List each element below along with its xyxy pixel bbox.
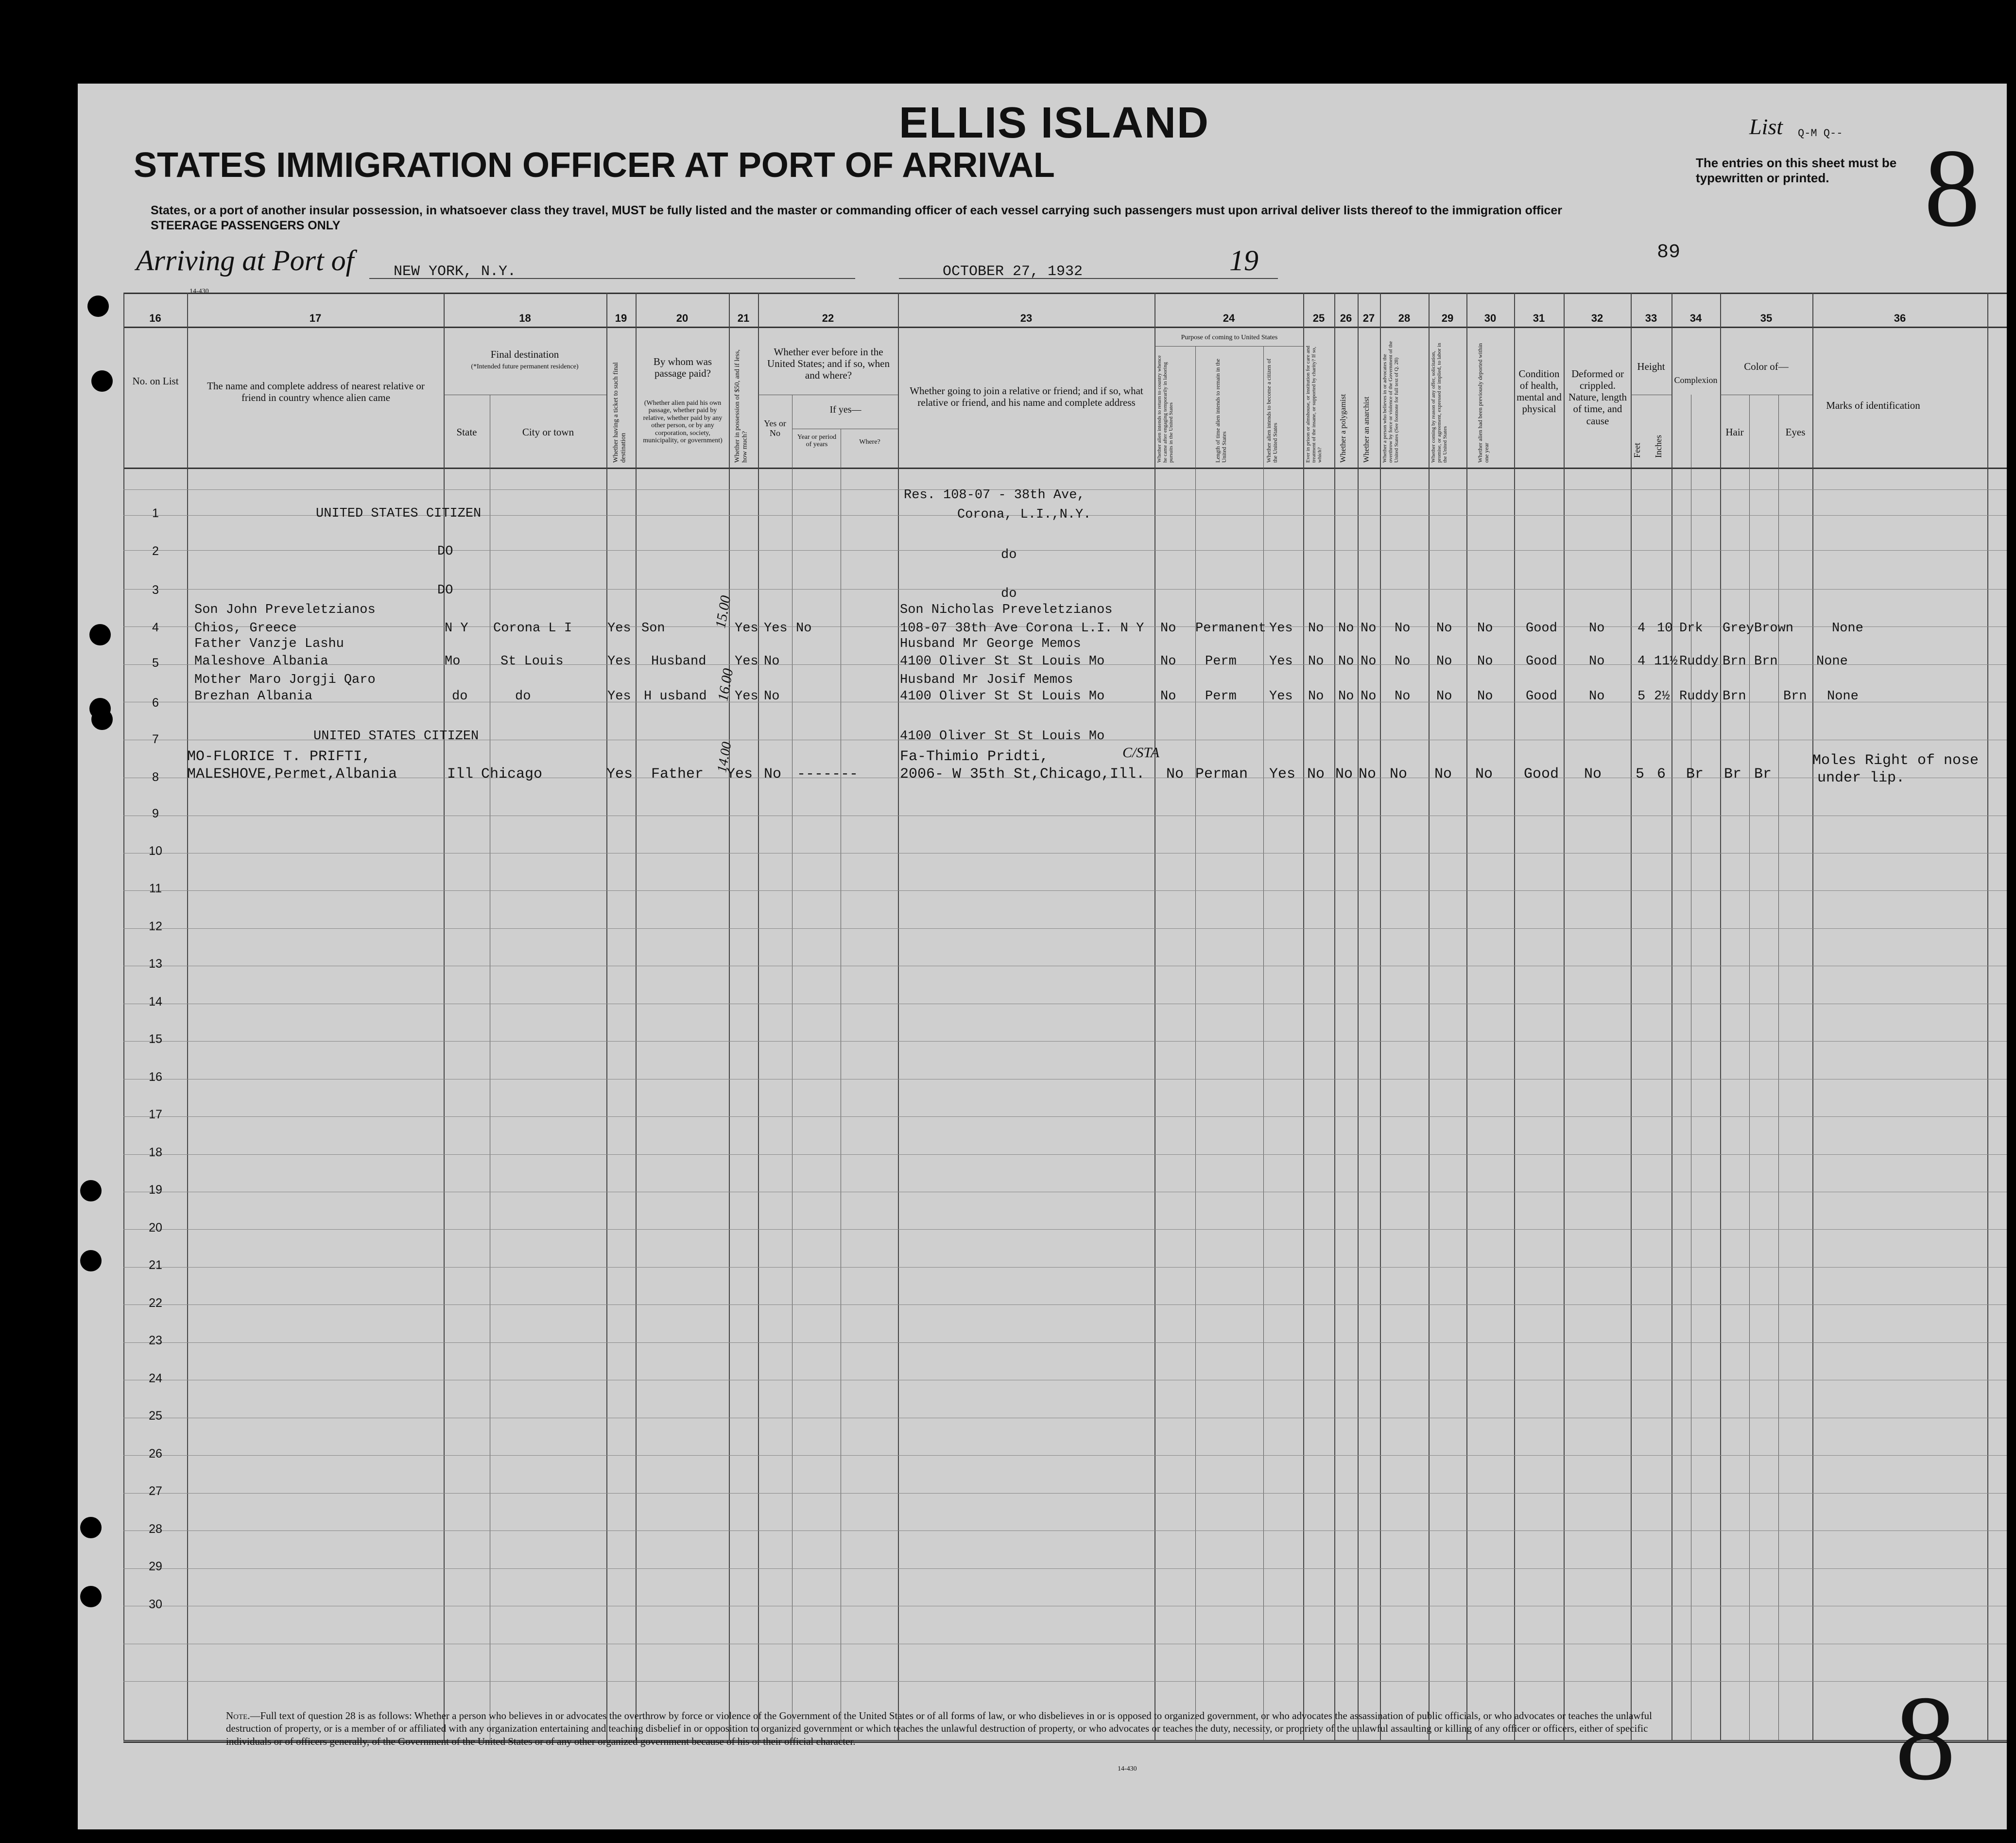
row3-join-ditto: do (1001, 587, 1017, 601)
row6-paid-by: H usband (644, 689, 707, 704)
row4-health: Good (1526, 621, 1557, 636)
col-num-28: 28 (1398, 312, 1411, 324)
header-final-destination-sub: (*Intended future permanent residence) (471, 363, 579, 370)
header-city: City or town (522, 426, 574, 438)
col-num-29: 29 (1441, 312, 1454, 324)
header-state: State (456, 426, 477, 438)
header-feet: Feet (1632, 443, 1642, 458)
stamp-annotation: C/STA (1122, 745, 1160, 761)
row5-length: Perm (1205, 654, 1237, 669)
col-num-26: 26 (1340, 312, 1352, 324)
col-num-32: 32 (1591, 312, 1603, 324)
row5-paid-by: Husband (651, 654, 706, 669)
row8-paid-by: Father (651, 766, 704, 782)
manifest-sheet (78, 84, 2007, 1829)
row-number: 10 (149, 844, 162, 858)
footnote-text: —Full text of question 28 is as follows: Whether a person who believes in or advocates the overthrow by force or violence of the Government of the United States or of all forms of law, or who disbelieves in or is opposed to organized government, or who advocates the assassination of public officials, or who advocates or teaches the unlawful destruction of property, or is a member of or affiliated with any organization entertaining and teaching disbelief in or opposition to organized government or which teaches the unlawful destruction of property, or who advocates or teaches the duty, necessity, or propriety of the unlawful assaulting or killing of any officer or officers, either of specific individuals or of officers generally, of the Government of the United States or of any other organized government because of his or their official character. (226, 1710, 1652, 1747)
row8-citizen: Yes (1269, 766, 1296, 782)
header-hair: Hair (1725, 426, 1744, 438)
row4-feet: 4 (1637, 621, 1646, 636)
row4-money: 15.00 (712, 594, 734, 630)
row6-join-name: Husband Mr Josif Memos (900, 673, 1073, 687)
binder-hole (91, 370, 113, 392)
row7-join-address: 4100 Oliver St St Louis Mo (900, 729, 1105, 744)
row6-q28: No (1395, 689, 1411, 704)
col-num-20: 20 (676, 312, 689, 324)
row5-health: Good (1526, 654, 1557, 669)
row8-money: 14.00 (714, 741, 735, 774)
header-purpose: Purpose of coming to United States (1181, 334, 1278, 341)
header-inches: Inches (1654, 435, 1663, 458)
footnote-label: Note. (226, 1710, 250, 1721)
row-number: 11 (149, 882, 162, 895)
row6-money-yes: Yes (735, 689, 758, 704)
row8-relative-address: MALESHOVE,Permet,Albania (187, 766, 397, 782)
header-before-yesno: Yes or No (764, 418, 786, 438)
row8-join-name: Fa-Thimio Pridti, (900, 748, 1049, 765)
row6-deported: No (1477, 689, 1493, 704)
row8-ticket: Yes (606, 766, 633, 782)
row6-city: do (515, 689, 531, 704)
row-number: 19 (149, 1183, 162, 1197)
header-final-destination: Final destination (490, 348, 559, 360)
row-number: 9 (152, 807, 159, 820)
header-polygamist: Whether a polygamist (1339, 394, 1347, 463)
row6-ticket: Yes (607, 689, 631, 704)
row-number: 5 (152, 656, 159, 670)
row8-offer: No (1434, 766, 1452, 782)
row7-citizen-note: UNITED STATES CITIZEN (313, 729, 479, 744)
row8-deformed: No (1584, 766, 1602, 782)
row-number: 22 (149, 1296, 162, 1310)
row8-marks: Moles Right of nose (1812, 752, 1979, 769)
row4-paid-by: Son (641, 621, 665, 636)
row4-join-address: 108-07 38th Ave Corona L.I. N Y (900, 621, 1144, 636)
row4-citizen: Yes (1269, 621, 1293, 636)
row5-feet: 4 (1637, 654, 1646, 669)
row8-complexion: Br (1686, 766, 1704, 782)
col-num-22: 22 (822, 312, 834, 324)
list-label: List (1749, 114, 1783, 139)
row4-relative-address: Chios, Greece (194, 621, 297, 636)
row-number: 21 (149, 1258, 162, 1272)
row5-ticket: Yes (607, 654, 631, 669)
row4-offer: No (1436, 621, 1452, 636)
steerage-label: STEERAGE PASSENGERS ONLY (151, 219, 341, 232)
year-prefix: 19 (1229, 244, 1258, 277)
row-number: 25 (149, 1409, 162, 1423)
row6-citizen: Yes (1269, 689, 1293, 704)
row6-deformed: No (1589, 689, 1605, 704)
row8-join-address: 2006- W 35th St,Chicago,Ill. (900, 766, 1145, 782)
col-num-19: 19 (615, 312, 627, 324)
row6-health: Good (1526, 689, 1557, 704)
row4-relative-name: Son John Preveletzianos (194, 603, 376, 617)
row8-anarchist: No (1359, 766, 1377, 782)
row8-before-where: ------- (797, 766, 859, 782)
row5-citizen: Yes (1269, 654, 1293, 669)
row5-before-yesno: No (764, 654, 780, 669)
header-purpose-return: Whether alien intends to return to country whence he came after engaging temporarily in laboring pursuits in the United States (1156, 355, 1174, 463)
row8-return: No (1166, 766, 1184, 782)
row5-deported: No (1477, 654, 1493, 669)
row5-anarchist: No (1361, 654, 1377, 669)
col-num-18: 18 (519, 312, 531, 324)
row4-city: Corona L I (493, 621, 572, 636)
binder-hole (91, 709, 113, 730)
arriving-label: Arriving at Port of (136, 244, 354, 277)
col-num-21: 21 (737, 312, 750, 324)
footnote-form-code: 14-430 (1118, 1765, 1137, 1773)
row-number: 26 (149, 1447, 162, 1460)
header-deported: Whether alien had been previously deported within one year (1477, 343, 1490, 463)
row6-prison: No (1308, 689, 1324, 704)
row5-hair: Brn (1723, 654, 1746, 669)
row5-prison: No (1308, 654, 1324, 669)
row8-city: Chicago (481, 766, 543, 782)
header-offer: Whether coming by reason of any offer, solicitation, promise, or agreement, expressed or implied, to labor in the United States (1430, 343, 1448, 463)
header-color-of: Color of— (1744, 361, 1789, 372)
row8-prison: No (1307, 766, 1325, 782)
binder-hole (80, 1586, 102, 1607)
date-value: OCTOBER 27, 1932 (943, 263, 1083, 280)
header-period: Year or period of years (797, 434, 837, 449)
preamble-text: States, or a port of another insular possession, in whatsoever class they travel, MUST be fully listed and the master or commanding officer of each vessel carrying such passengers must upon arrival deliver lists thereof to the immigration officer (151, 204, 1562, 217)
row5-join-address: 4100 Oliver St St Louis Mo (900, 654, 1105, 669)
row4-inches: 10 (1657, 621, 1673, 636)
header-ever-before: Whether ever before in the United States; and if so, when and where? (767, 346, 890, 382)
header-anarchist: Whether an anarchist (1362, 397, 1371, 463)
header-passage-paid: By whom was passage paid? (653, 356, 712, 380)
row4-ticket: Yes (607, 621, 631, 636)
header-purpose-length: Length of time alien intends to remain in the United States (1214, 359, 1228, 463)
binder-hole (87, 296, 109, 317)
row1-residence: Res. 108-07 - 38th Ave, (904, 488, 1085, 503)
row5-relative-address: Maleshove Albania (194, 654, 328, 669)
row8-state: Ill (447, 766, 474, 782)
binder-hole (80, 1250, 102, 1271)
row-number: 17 (149, 1108, 162, 1121)
col-num-25: 25 (1312, 312, 1325, 324)
row6-hair: Brn (1723, 689, 1746, 704)
row5-polygamist: No (1338, 654, 1354, 669)
row6-marks: None (1827, 689, 1859, 704)
port-value: NEW YORK, N.Y. (394, 263, 517, 280)
row-number: 12 (149, 920, 162, 933)
row-number: 14 (149, 995, 162, 1008)
header-money: Whether in possession of $50, and if less, how much? (734, 349, 749, 463)
header-rule (123, 327, 2007, 328)
header-if-yes: If yes— (829, 404, 862, 415)
binder-hole (80, 1517, 102, 1538)
row4-before-yesno: Yes (764, 621, 788, 636)
form-title: STATES IMMIGRATION OFFICER AT PORT OF ARRIVAL (134, 146, 1055, 185)
row5-money-yes: Yes (735, 654, 758, 669)
row8-health: Good (1524, 766, 1559, 782)
header-where: Where? (859, 438, 880, 446)
col-num-24: 24 (1223, 312, 1235, 324)
col-num-31: 31 (1533, 312, 1545, 324)
row6-offer: No (1436, 689, 1452, 704)
row4-q28: No (1395, 621, 1411, 636)
row-number: 16 (149, 1070, 162, 1084)
header-health: Condition of health, mental and physical (1516, 368, 1562, 415)
col-num-33: 33 (1645, 312, 1657, 324)
row4-marks: None (1832, 621, 1863, 636)
row6-money: 16.00 (715, 667, 737, 703)
header-height: Height (1637, 361, 1665, 372)
sheet-number: 8 (1924, 126, 1980, 250)
header-nearest-relative: The name and complete address of nearest relative or friend in country whence alien came (207, 380, 425, 404)
row4-polygamist: No (1338, 621, 1354, 636)
row5-relative-name: Father Vanzje Lashu (194, 637, 344, 651)
page-reference: 89 (1657, 242, 1681, 263)
row4-hair: Grey (1723, 621, 1754, 636)
col-num-35: 35 (1760, 312, 1773, 324)
row5-eyes: Brn (1754, 654, 1778, 669)
port-line (369, 278, 855, 279)
col-num-30: 30 (1484, 312, 1497, 324)
row3-ditto: DO (437, 583, 453, 598)
row4-return: No (1160, 621, 1176, 636)
col-num-34: 34 (1689, 312, 1702, 324)
header-prison: Ever in prison or almshouse, or institution for care and treatment of the insane, or supported by charity? If so, which? (1305, 346, 1323, 463)
header-purpose-citizen: Whether alien intends to become a citizen of the United States (1265, 358, 1279, 463)
row8-q28: No (1390, 766, 1408, 782)
form-code: 14-430 (190, 288, 209, 295)
row-number: 28 (149, 1522, 162, 1536)
header-passage-paid-sub: (Whether alien paid his own passage, whether paid by relative, whether paid by any other person, or by any corporation, society, municipality, or government) (643, 400, 723, 444)
row5-state: Mo (445, 654, 461, 669)
row1-citizen-note: UNITED STATES CITIZEN (316, 506, 482, 521)
list-mark: Q-M Q-- (1798, 127, 1843, 139)
row-number: 3 (152, 583, 159, 597)
row-number: 6 (152, 696, 159, 710)
row6-join-address: 4100 Oliver St St Louis Mo (900, 689, 1105, 704)
row6-length: Perm (1205, 689, 1237, 704)
col-num-16: 16 (149, 312, 161, 324)
row8-eyes: Br (1754, 766, 1772, 782)
row-number: 1 (152, 506, 159, 520)
row8-deported: No (1475, 766, 1493, 782)
row4-join-name: Son Nicholas Preveletzianos (900, 603, 1113, 617)
row-number: 13 (149, 957, 162, 971)
row5-complexion: Ruddy (1679, 654, 1719, 669)
row-number: 20 (149, 1221, 162, 1234)
header-q28: Whether a person who believes in or advocates the overthrow by force or violence of the Government of the United States (See footnote for full text of Q. 28) (1382, 341, 1400, 463)
row6-inches: 2½ (1654, 689, 1670, 704)
row4-deported: No (1477, 621, 1493, 636)
header-deformed: Deformed or crippled. Nature, length of time, and cause (1568, 368, 1627, 427)
row6-state: do (452, 689, 468, 704)
row-number: 24 (149, 1372, 162, 1385)
row8-length: Perman (1195, 766, 1248, 782)
row-number: 27 (149, 1484, 162, 1498)
row5-offer: No (1436, 654, 1452, 669)
col-num-36: 36 (1894, 312, 1906, 324)
header-no-on-list: No. on List (132, 375, 179, 387)
row4-money-yes: Yes (735, 621, 758, 636)
header-eyes: Eyes (1785, 426, 1806, 438)
row4-before-where: No (796, 621, 812, 636)
header-marks: Marks of identification (1826, 400, 1920, 411)
binder-hole (80, 1180, 102, 1201)
row5-marks: None (1816, 654, 1848, 669)
header-complexion: Complexion (1674, 375, 1718, 385)
row8-before-yesno: No (764, 766, 782, 782)
col-num-27: 27 (1362, 312, 1375, 324)
row5-inches: 11½ (1654, 654, 1678, 669)
row-number: 15 (149, 1032, 162, 1046)
binder-hole (89, 624, 111, 645)
header-join-relative: Whether going to join a relative or friend; and if so, what relative or friend, and his name and complete address (910, 385, 1143, 409)
row4-state: N Y (445, 621, 468, 636)
ellis-island-stamp: ELLIS ISLAND (899, 99, 1210, 147)
row4-deformed: No (1589, 621, 1605, 636)
row-number: 23 (149, 1334, 162, 1347)
row4-eyes: Brown (1754, 621, 1794, 636)
row1-residence-city: Corona, L.I.,N.Y. (957, 507, 1091, 522)
row-number: 18 (149, 1146, 162, 1159)
col-num-17: 17 (309, 312, 322, 324)
row5-q28: No (1395, 654, 1411, 669)
row5-return: No (1160, 654, 1176, 669)
row6-complexion: Ruddy (1679, 689, 1719, 704)
header-ticket: Whether having a ticket to such final destination (612, 362, 627, 463)
row8-money-yes: Yes (726, 766, 753, 782)
row8-feet: 5 (1636, 766, 1645, 782)
row2-join-ditto: do (1001, 548, 1017, 562)
row8-polygamist: No (1335, 766, 1353, 782)
row5-deformed: No (1589, 654, 1605, 669)
row6-eyes: Brn (1783, 689, 1807, 704)
row8-marks-cont: under lip. (1817, 770, 1905, 786)
row6-feet: 5 (1637, 689, 1646, 704)
row8-inches: 6 (1657, 766, 1666, 782)
row-number: 29 (149, 1560, 162, 1573)
row8-relative-name: MO-FLORICE T. PRIFTI, (187, 748, 371, 765)
col-num-23: 23 (1020, 312, 1033, 324)
row6-before-yesno: No (764, 689, 780, 704)
large-sheet-number: 8 (1895, 1671, 1956, 1806)
row6-anarchist: No (1361, 689, 1377, 704)
date-line (899, 278, 1278, 279)
row4-length: Permanent (1195, 621, 1266, 636)
row6-return: No (1160, 689, 1176, 704)
typewritten-instructions: The entries on this sheet must be typewritten or printed. (1696, 156, 1897, 185)
row6-relative-address: Brezhan Albania (194, 689, 313, 704)
row-number: 8 (152, 770, 159, 784)
row4-prison: No (1308, 621, 1324, 636)
row8-hair: Br (1724, 766, 1742, 782)
footnote (226, 1709, 1674, 1748)
purpose-subrule (1154, 346, 1303, 347)
row6-polygamist: No (1338, 689, 1354, 704)
row4-complexion: Drk (1679, 621, 1703, 636)
row-number: 7 (152, 732, 159, 746)
row-number: 2 (152, 544, 159, 558)
row5-city: St Louis (500, 654, 564, 669)
row6-relative-name: Mother Maro Jorgji Qaro (194, 673, 376, 687)
row-number: 30 (149, 1598, 162, 1611)
row4-anarchist: No (1361, 621, 1377, 636)
row5-join-name: Husband Mr George Memos (900, 637, 1081, 651)
header-bottom-rule (123, 468, 2007, 469)
row2-ditto: DO (437, 544, 453, 559)
row-number: 4 (152, 621, 159, 634)
